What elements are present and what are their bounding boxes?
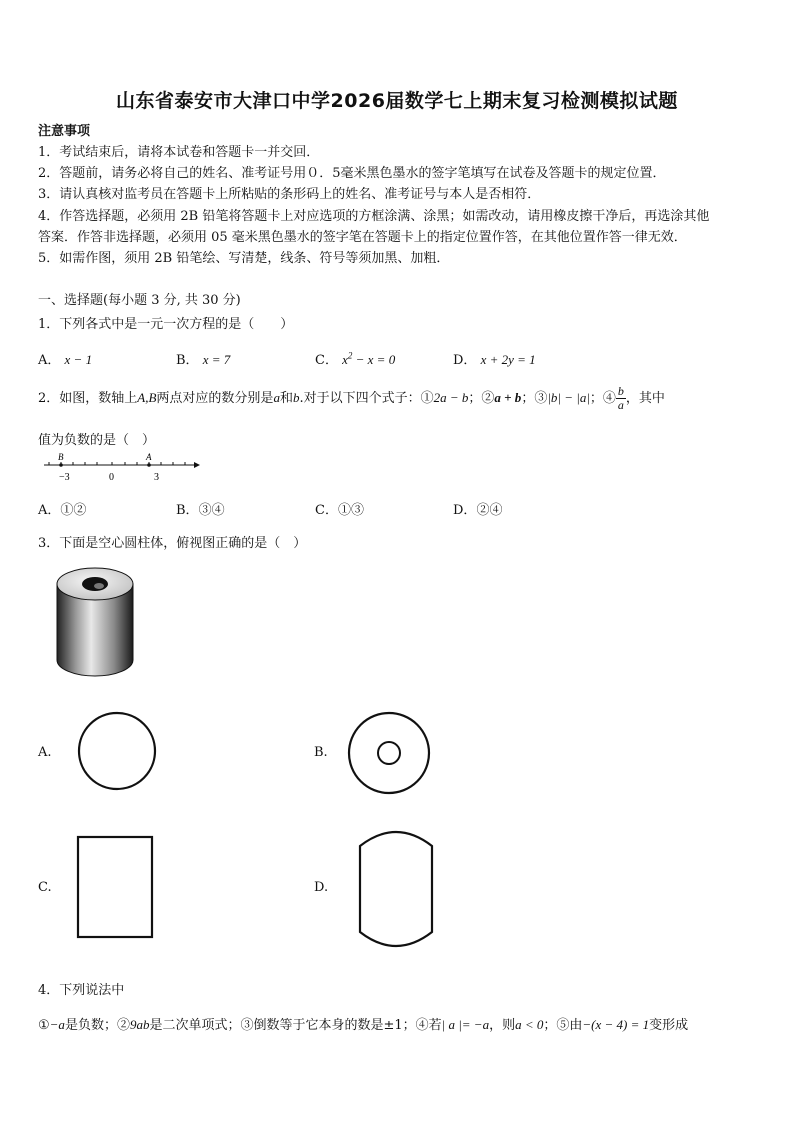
- q1-option-b: [176, 349, 230, 368]
- q3-option-d-label: D.: [314, 880, 329, 895]
- stem-text: ；②: [468, 391, 495, 406]
- q3-option-b-shape: [345, 709, 433, 797]
- outer-circle-shape: [349, 713, 429, 793]
- point-b: [59, 463, 63, 467]
- q3-option-d-shape: [355, 826, 437, 952]
- stem-text: 和: [279, 391, 293, 406]
- point-a-label: A: [146, 452, 152, 462]
- axis-arrow-icon: [194, 462, 200, 468]
- tick-label-0: 0: [109, 472, 114, 483]
- q1-option-a: [38, 349, 92, 368]
- expr-neg-a: −a: [49, 1017, 65, 1032]
- stem-text: ；③: [521, 391, 548, 406]
- option-expr: [342, 352, 395, 367]
- question-3-stem: 3．下面是空心圆柱体，俯视图正确的是（ ）: [38, 536, 307, 551]
- stem-text: 是二次单项式；③倒数等于它本身的数是±1；④若: [149, 1018, 442, 1033]
- question-4-stem: 4．下列说法中: [38, 983, 125, 998]
- expr-2: a + b: [494, 390, 522, 405]
- question-2-stem-line2: 值为负数的是（ ）: [38, 433, 156, 448]
- inner-circle-shape: [378, 742, 400, 764]
- stem-text: ，其中: [625, 391, 665, 406]
- section-heading: 一、选择题(每小题 3 分, 共 30 分): [38, 293, 241, 308]
- fraction-denominator: a: [617, 398, 624, 412]
- notice-item: 1．考试结束后，请将本试卷和答题卡一并交回．: [38, 145, 320, 160]
- question-2-stem: [38, 385, 665, 412]
- q2-option-a: [38, 499, 86, 518]
- option-text: ③④: [198, 503, 225, 518]
- tick-label-neg3: −3: [59, 472, 70, 483]
- question-1-stem: 1．下列各式中是一元一次方程的是（ ）: [38, 317, 294, 332]
- stem-text: 2．如图，数轴上: [38, 391, 138, 406]
- cylinder-hole-shade: [94, 583, 104, 589]
- var-a: a: [273, 390, 280, 405]
- point-b-label: B: [58, 452, 64, 462]
- fraction-numerator: b: [617, 384, 624, 398]
- q2-option-c: [315, 499, 364, 518]
- tick-label-3: 3: [154, 472, 159, 483]
- stem-text: ①: [38, 1018, 50, 1033]
- q1-option-c: [315, 349, 395, 368]
- stem-text: ，则: [489, 1018, 516, 1033]
- expr-ineq: a < 0: [515, 1017, 544, 1032]
- cylinder-hole: [82, 577, 108, 591]
- expr-base: x: [342, 352, 348, 367]
- option-label: B．: [176, 353, 199, 368]
- stem-text: 是负数；②: [64, 1018, 130, 1033]
- option-label: A．: [38, 353, 61, 368]
- q2-option-b: [176, 499, 225, 518]
- fraction-b-over-a: [616, 385, 626, 412]
- question-4-body: [38, 1014, 688, 1033]
- barrel-shape: [360, 832, 432, 946]
- hollow-cylinder-figure: [52, 562, 138, 682]
- q1-option-d: [453, 349, 536, 368]
- stem-text: .对于以下四个式子：①: [299, 391, 434, 406]
- expr-rest: − x = 0: [352, 352, 396, 367]
- stem-text: ；④: [589, 391, 616, 406]
- option-text: ①②: [60, 503, 87, 518]
- expr-1: 2a − b: [433, 390, 469, 405]
- q3-option-a-shape: [75, 709, 159, 793]
- expr-eq5: −(x − 4) = 1: [582, 1017, 650, 1032]
- option-label: C．: [315, 503, 338, 518]
- option-expr: x + 2y = 1: [480, 352, 536, 367]
- option-text: ②④: [476, 503, 503, 518]
- stem-points: A,B: [137, 390, 157, 405]
- q3-option-c-shape: [75, 834, 155, 940]
- page-title: 山东省泰安市大津口中学2026届数学七上期末复习检测模拟试题: [116, 90, 678, 112]
- notice-item: 答案．作答非选择题，必须用 05 毫米黑色墨水的签字笔在答题卡上的指定位置作答，在其他位置作答一律无效．: [38, 230, 687, 245]
- option-label: D．: [453, 353, 477, 368]
- option-text: ①③: [337, 503, 364, 518]
- circle-shape: [79, 713, 155, 789]
- option-label: B．: [176, 503, 199, 518]
- expr-9ab: 9ab: [129, 1017, 150, 1032]
- notice-item: 3．请认真核对监考员在答题卡上所粘贴的条形码上的姓名、准考证号与本人是否相符．: [38, 187, 541, 202]
- q3-option-b-label: B.: [314, 745, 328, 760]
- notice-item: 4．作答选择题，必须用 2B 铅笔将答题卡上对应选项的方框涂满、涂黑；如需改动，请用橡皮擦干净后，再选涂其他: [38, 209, 710, 224]
- q3-option-a-label: A.: [38, 745, 52, 760]
- var-b: b: [292, 390, 300, 405]
- q3-option-c-label: C.: [38, 880, 52, 895]
- rectangle-shape: [78, 837, 152, 937]
- option-label: D．: [453, 503, 477, 518]
- stem-text: 变形成: [649, 1018, 689, 1033]
- q2-option-d: [453, 499, 502, 518]
- expr-sup: 2: [347, 350, 353, 361]
- notice-heading: 注意事项: [38, 124, 91, 139]
- number-line-figure: [36, 452, 201, 486]
- notice-item: 2．答题前，请务必将自己的姓名、准考证号用０．5毫米黑色墨水的签字笔填写在试卷及答题卡的规定位置．: [38, 166, 666, 181]
- option-expr: x − 1: [64, 352, 93, 367]
- option-label: A．: [38, 503, 61, 518]
- option-expr: x = 7: [202, 352, 231, 367]
- stem-text: 两点对应的数分别是: [156, 391, 274, 406]
- expr-3: |b| − |a|: [547, 390, 590, 405]
- expr-abs-eq: | a |= −a: [441, 1017, 490, 1032]
- stem-text: ；⑤由: [543, 1018, 583, 1033]
- option-label: C．: [315, 353, 338, 368]
- point-a: [147, 463, 151, 467]
- notice-item: 5．如需作图，须用 2B 铅笔绘、写清楚，线条、符号等须加黑、加粗．: [38, 251, 450, 266]
